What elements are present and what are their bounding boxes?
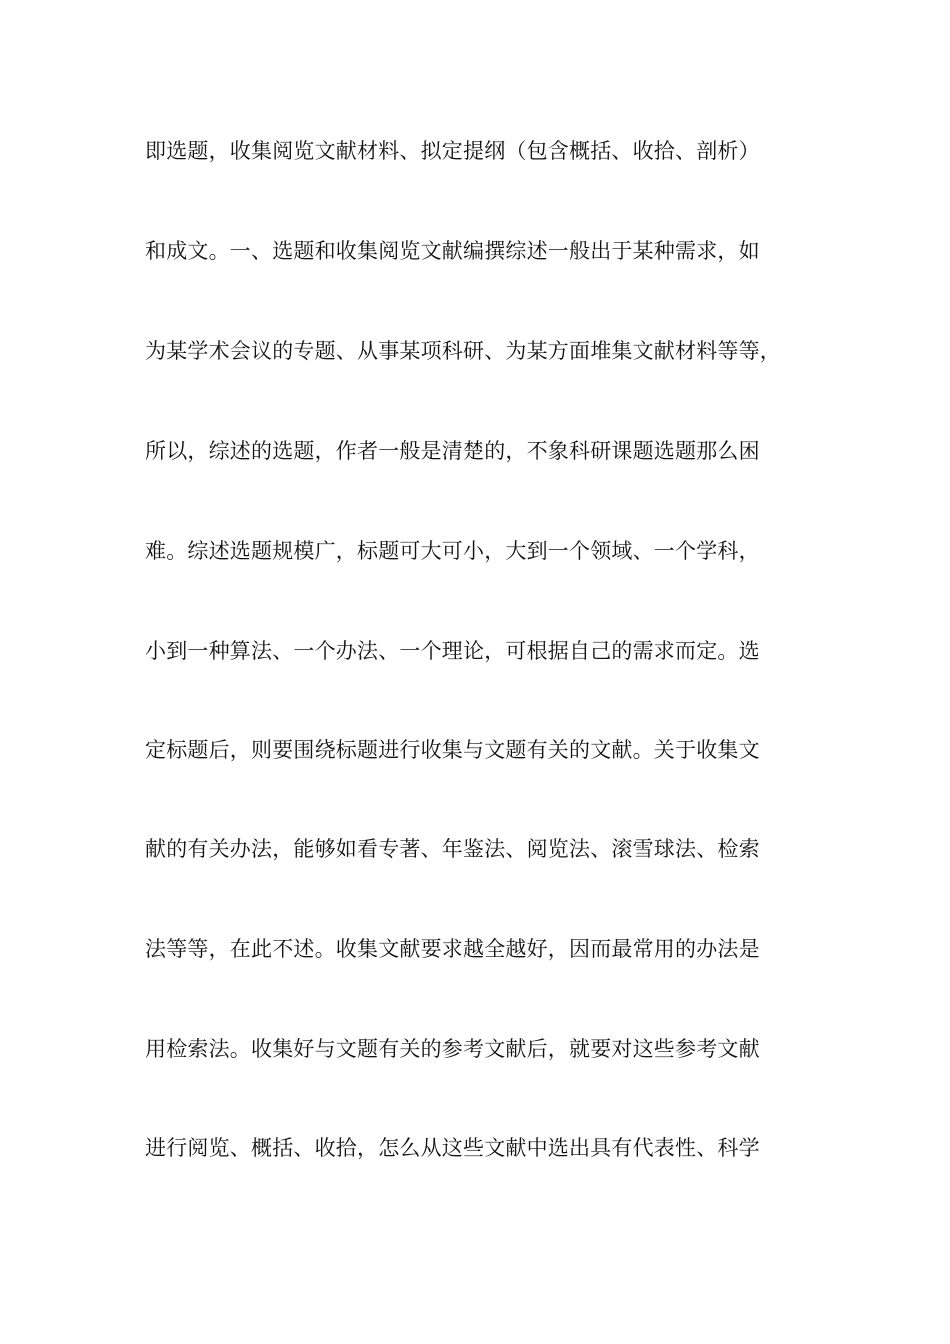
body-text-line: 即选题，收集阅览文献材料、拟定提纲（包含概括、收拾、剖析）: [145, 139, 760, 163]
body-text-line: 用检索法。收集好与文题有关的参考文献后，就要对这些参考文献: [145, 1037, 760, 1061]
body-text-line: 进行阅览、概括、收拾，怎么从这些文献中选出具有代表性、科学: [145, 1136, 760, 1160]
body-text-line: 法等等，在此不述。收集文献要求越全越好，因而最常用的办法是: [145, 937, 760, 961]
body-text-line: 和成文。一、选题和收集阅览文献编撰综述一般出于某种需求，如: [145, 239, 760, 263]
body-text-line: 献的有关办法，能够如看专著、年鉴法、阅览法、滚雪球法、检索: [145, 837, 760, 861]
body-text-line: 定标题后，则要围绕标题进行收集与文题有关的文献。关于收集文: [145, 738, 760, 762]
body-text-line: 所以，综述的选题，作者一般是清楚的，不象科研课题选题那么困: [145, 439, 760, 463]
body-text-line: 难。综述选题规模广，标题可大可小，大到一个领域、一个学科，: [145, 539, 760, 563]
body-text-line: 为某学术会议的专题、从事某项科研、为某方面堆集文献材料等等，: [145, 339, 781, 363]
body-text-line: 小到一种算法、一个办法、一个理论，可根据自己的需求而定。选: [145, 639, 760, 663]
